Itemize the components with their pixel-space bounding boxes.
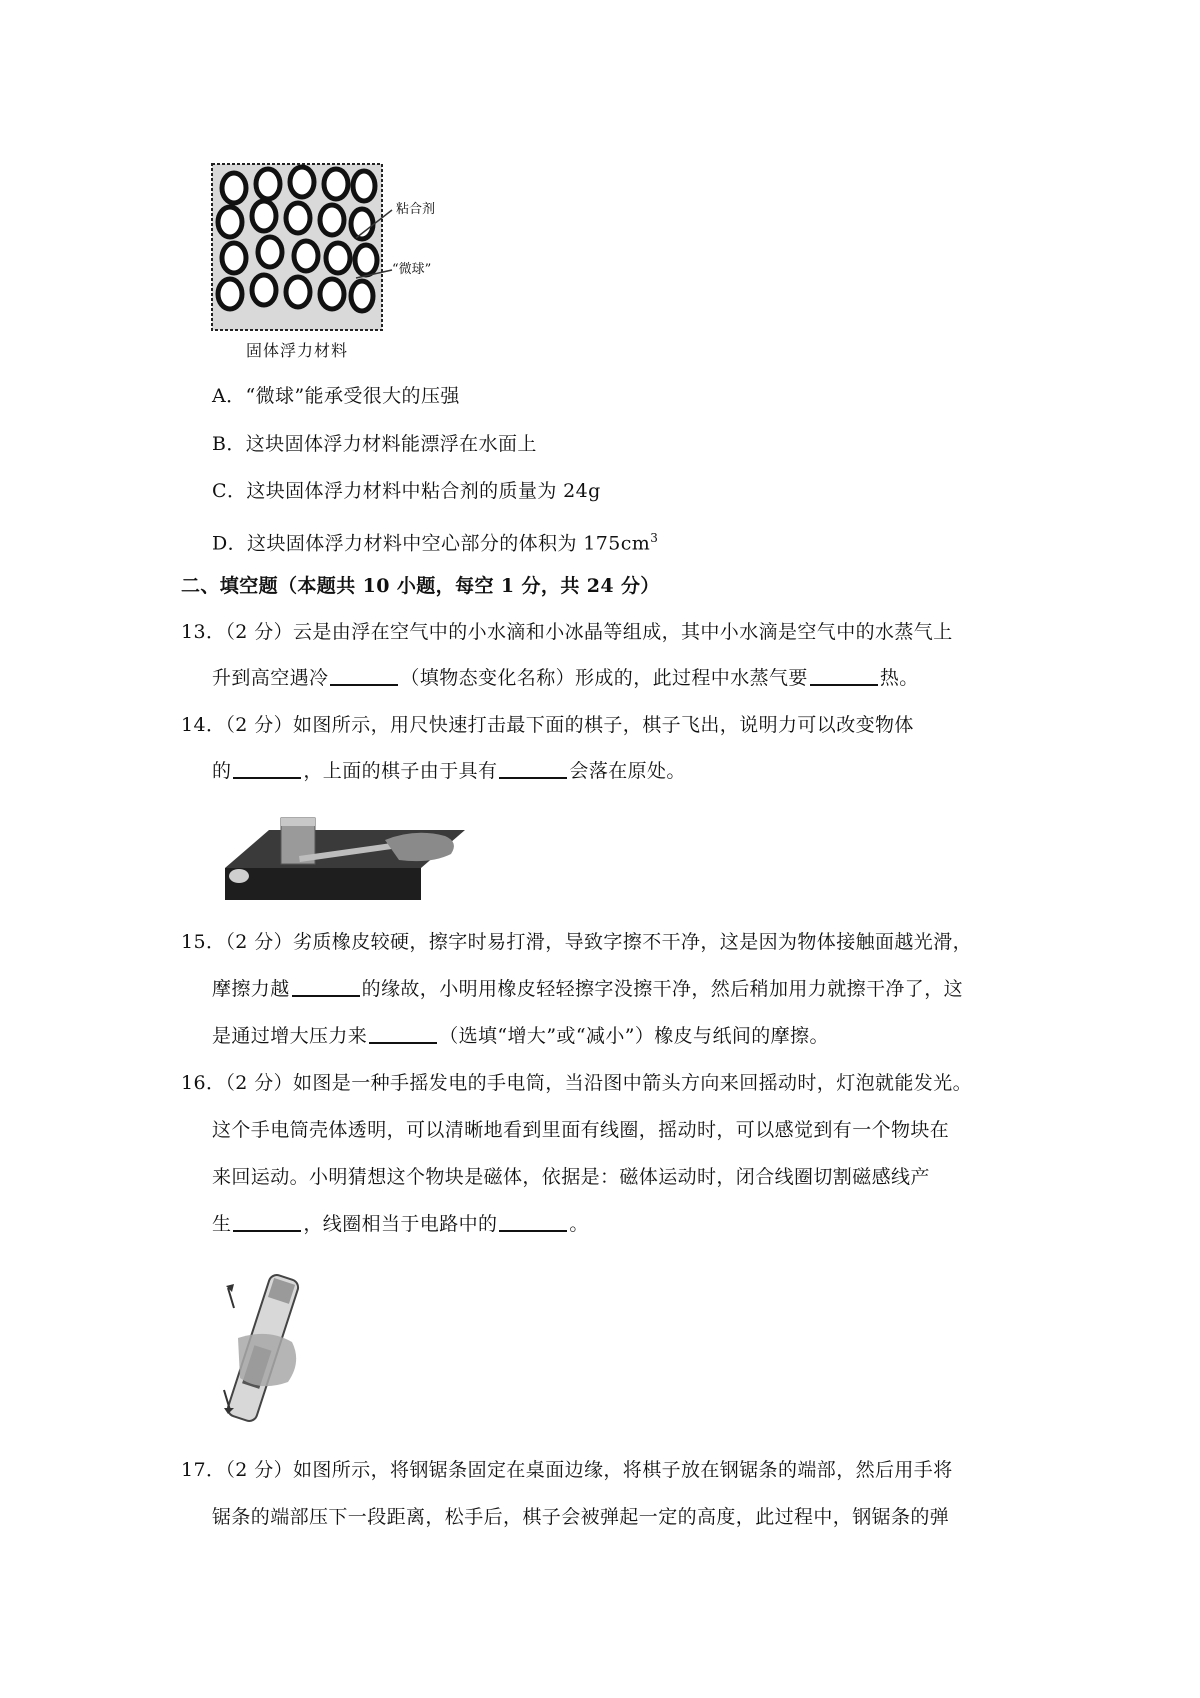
q14-text-c: 会落在原处。 xyxy=(569,760,686,782)
q14-line1: 14．（2 分）如图所示，用尺快速打击最下面的棋子，棋子飞出，说明力可以改变物体 xyxy=(181,714,914,736)
q15-text-b: 的缘故，小明用橡皮轻轻擦字没擦干净，然后稍加用力就擦干净了，这 xyxy=(361,978,964,1000)
q14-text-b: ，上面的棋子由于具有 xyxy=(303,760,498,782)
q14-blank-1 xyxy=(233,757,301,779)
q15-line1: 15．（2 分）劣质橡皮较硬，擦字时易打滑，导致字擦不干净，这是因为物体接触面越光滑， xyxy=(181,931,973,953)
q15-line2 xyxy=(212,975,963,1003)
q13-blank-2 xyxy=(810,664,878,686)
q14-blank-2 xyxy=(499,757,567,779)
option-a xyxy=(212,382,460,410)
q16-line3: 来回运动。小明猜想这个物块是磁体，依据是：磁体运动时，闭合线圈切割磁感线产 xyxy=(212,1166,930,1188)
microsphere-diagram xyxy=(206,160,476,335)
figure-buoyancy-material xyxy=(206,160,476,360)
q13-blank-1 xyxy=(330,664,398,686)
q17-line1: 17．（2 分）如图所示，将钢锯条固定在桌面边缘，将棋子放在钢锯条的端部，然后用手将 xyxy=(181,1459,953,1481)
option-b xyxy=(212,430,537,458)
figure-caption: 固体浮力材料 xyxy=(246,341,349,360)
q15-text-c: 是通过增大压力来 xyxy=(212,1025,368,1047)
q16-line1: 16．（2 分）如图是一种手摇发电的手电筒，当沿图中箭头方向来回摇动时，灯泡就能发光。 xyxy=(181,1072,973,1094)
q16-blank-1 xyxy=(233,1210,301,1232)
option-c-text: 这块固体浮力材料中粘合剂的质量为 24g xyxy=(246,480,601,502)
q15-line3 xyxy=(212,1022,829,1050)
q16-text-b: ，线圈相当于电路中的 xyxy=(303,1213,498,1235)
option-a-text: “微球”能承受很大的压强 xyxy=(245,385,460,407)
option-d-sup: 3 xyxy=(650,531,659,545)
q13-line2 xyxy=(212,664,919,692)
q15-blank-1 xyxy=(292,975,360,997)
q13-line1: 13．（2 分）云是由浮在空气中的小水滴和小冰晶等组成，其中小水滴是空气中的水蒸气上 xyxy=(181,621,953,643)
q16-line4 xyxy=(212,1210,589,1238)
option-c xyxy=(212,477,601,505)
figure-shake-flashlight xyxy=(208,1268,318,1428)
q15-text-a: 摩擦力越 xyxy=(212,978,290,1000)
option-c-prefix: C． xyxy=(212,480,247,502)
label-microsphere: “微球” xyxy=(392,262,432,277)
q16-blank-2 xyxy=(499,1210,567,1232)
q13-text-a: 升到高空遇冷 xyxy=(212,667,329,689)
q14-text-a: 的 xyxy=(212,760,232,782)
option-d-text: 这块固体浮力材料中空心部分的体积为 175cm xyxy=(247,532,651,555)
section2-title: 二、填空题（本题共 10 小题，每空 1 分，共 24 分） xyxy=(181,575,660,597)
option-d xyxy=(212,524,658,557)
q15-blank-2 xyxy=(369,1022,437,1044)
q14-line2 xyxy=(212,757,686,785)
option-b-text: 这块固体浮力材料能漂浮在水面上 xyxy=(245,433,537,455)
q17-line2: 锯条的端部压下一段距离，松手后，棋子会被弹起一定的高度，此过程中，钢锯条的弹 xyxy=(212,1506,950,1528)
option-b-prefix: B． xyxy=(212,433,246,455)
option-d-prefix: D． xyxy=(212,532,248,555)
q16-line2: 这个手电筒壳体透明，可以清晰地看到里面有线圈，摇动时，可以感觉到有一个物块在 xyxy=(212,1119,950,1141)
q16-text-c: 。 xyxy=(569,1213,589,1235)
q13-text-b: （填物态变化名称）形成的，此过程中水蒸气要 xyxy=(400,667,808,689)
q13-text-c: 热。 xyxy=(879,667,919,689)
label-binder: 粘合剂 xyxy=(396,202,436,217)
q16-text-a: 生 xyxy=(212,1213,232,1235)
q15-text-d: （选填“增大”或“减小”）橡皮与纸间的摩擦。 xyxy=(439,1025,829,1047)
figure-ruler-chess xyxy=(215,810,475,906)
option-a-prefix: A． xyxy=(212,385,246,407)
